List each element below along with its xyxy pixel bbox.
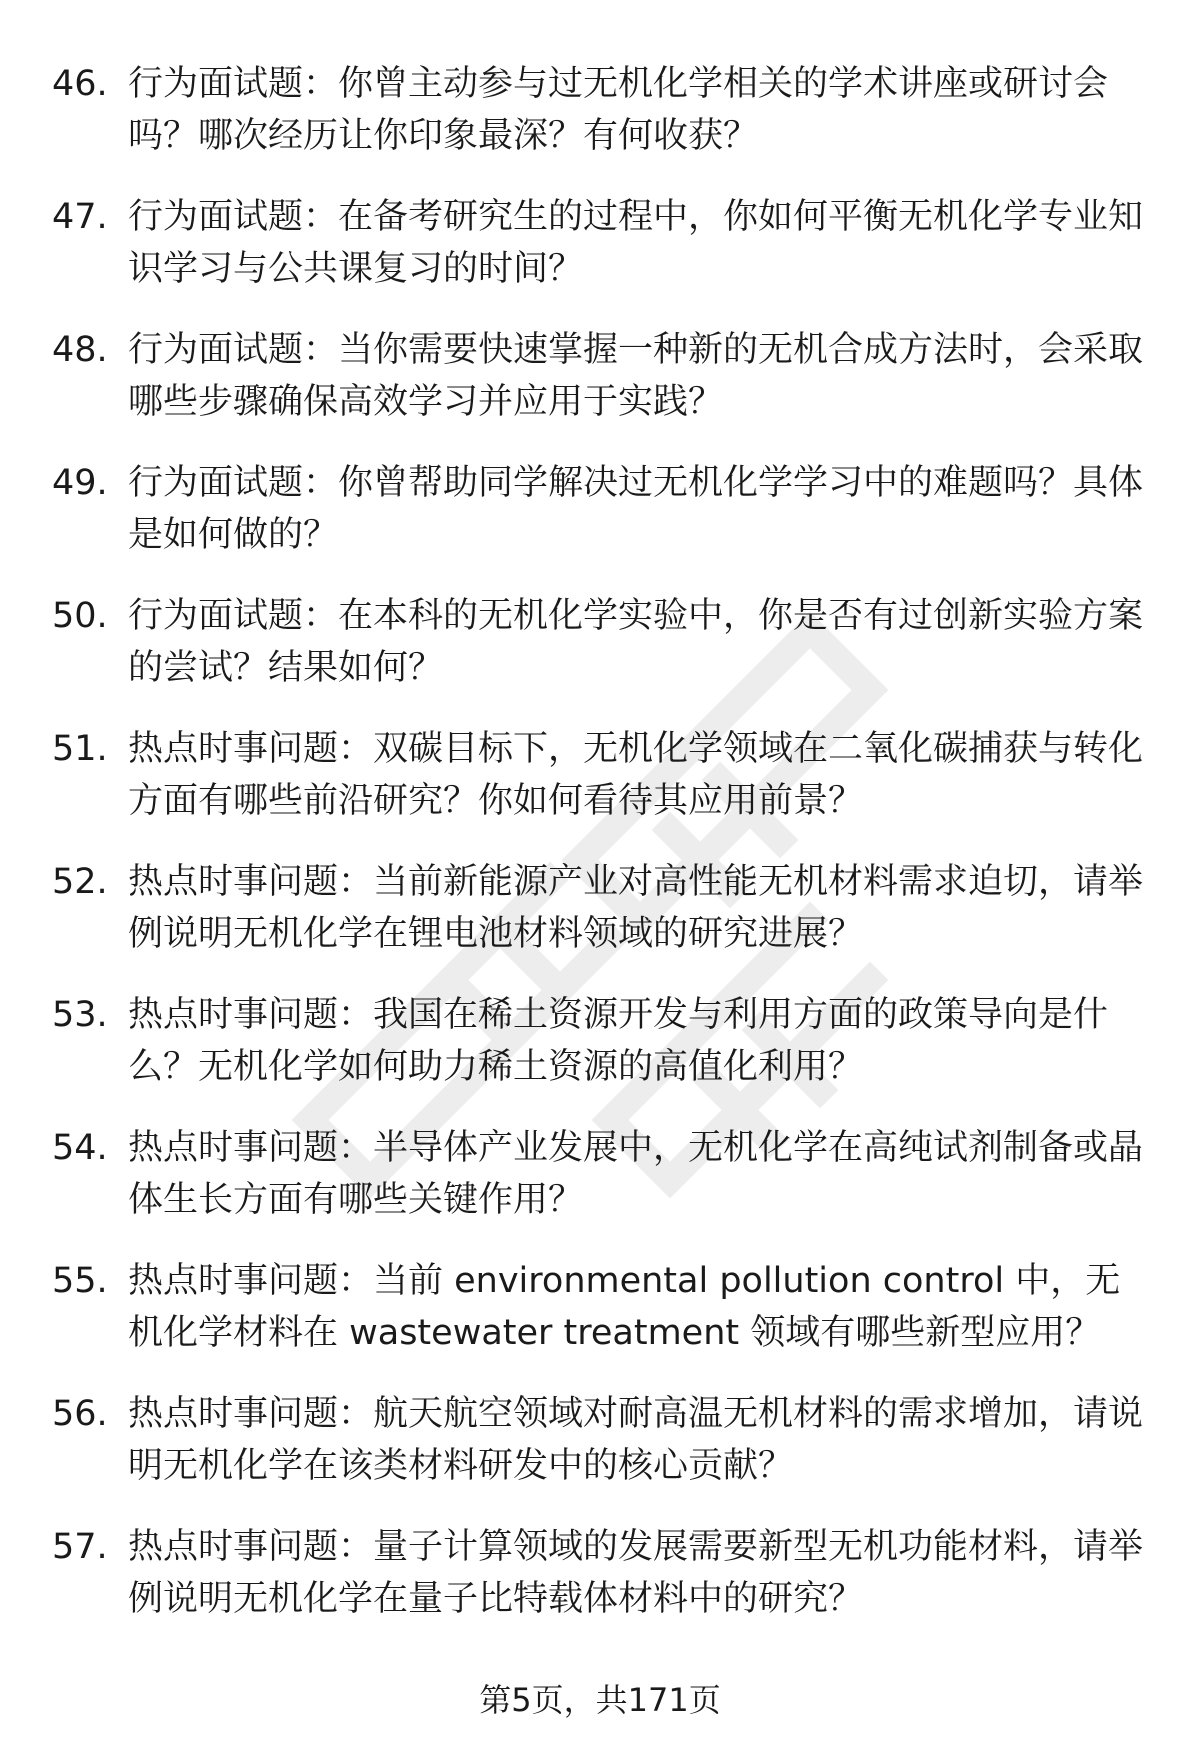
question-item (0, 1388, 1200, 1521)
question-text: 热点时事问题：双碳目标下，无机化学领域在二氧化碳捕获与转化方面有哪些前沿研究？你如何看待其应用前景？ (128, 729, 1144, 821)
question-text: 热点时事问题：我国在稀土资源开发与利用方面的政策导向是什么？无机化学如何助力稀土资源的高值化利用？ (128, 995, 1109, 1087)
question-number: 55. (52, 1261, 108, 1301)
question-number: 53. (52, 995, 108, 1035)
question-item (0, 1122, 1200, 1255)
question-text: 热点时事问题：量子计算领域的发展需要新型无机功能材料，请举例说明无机化学在量子比特载体材料中的研究？ (128, 1527, 1144, 1619)
question-text: 行为面试题：当你需要快速掌握一种新的无机合成方法时，会采取哪些步骤确保高效学习并应用于实践？ (128, 330, 1144, 422)
question-list (0, 58, 1200, 1654)
question-text: 热点时事问题：半导体产业发展中，无机化学在高纯试剂制备或晶体生长方面有哪些关键作用？ (128, 1128, 1144, 1220)
question-item (0, 723, 1200, 856)
question-text: 行为面试题：在本科的无机化学实验中，你是否有过创新实验方案的尝试？结果如何？ (128, 596, 1144, 688)
question-number: 48. (52, 330, 108, 370)
question-number: 47. (52, 197, 108, 237)
question-item (0, 590, 1200, 723)
question-item (0, 58, 1200, 191)
question-number: 52. (52, 862, 108, 902)
question-number: 51. (52, 729, 108, 769)
question-text: 行为面试题：在备考研究生的过程中，你如何平衡无机化学专业知识学习与公共课复习的时间？ (128, 197, 1144, 289)
question-item (0, 1255, 1200, 1388)
question-item (0, 1521, 1200, 1654)
page-footer: 第5页，共171页 (479, 1681, 721, 1719)
question-number: 46. (52, 64, 108, 104)
question-text: 热点时事问题：当前 environmental pollution control 中，无机化学材料在 wastewater treatment 领域有哪些新型应用？ (128, 1261, 1121, 1353)
question-number: 56. (52, 1394, 108, 1434)
question-number: 50. (52, 596, 108, 636)
question-number: 49. (52, 463, 108, 503)
question-text: 热点时事问题：当前新能源产业对高性能无机材料需求迫切，请举例说明无机化学在锂电池材料领域的研究进展？ (128, 862, 1144, 954)
question-item (0, 989, 1200, 1122)
question-item (0, 324, 1200, 457)
question-number: 54. (52, 1128, 108, 1168)
question-text: 热点时事问题：航天航空领域对耐高温无机材料的需求增加，请说明无机化学在该类材料研发中的核心贡献？ (128, 1394, 1144, 1486)
question-item (0, 856, 1200, 989)
question-item (0, 191, 1200, 324)
question-text: 行为面试题：你曾帮助同学解决过无机化学学习中的难题吗？具体是如何做的？ (128, 463, 1144, 555)
question-text: 行为面试题：你曾主动参与过无机化学相关的学术讲座或研讨会吗？哪次经历让你印象最深？有何收获？ (128, 64, 1109, 156)
question-number: 57. (52, 1527, 108, 1567)
question-item (0, 457, 1200, 590)
